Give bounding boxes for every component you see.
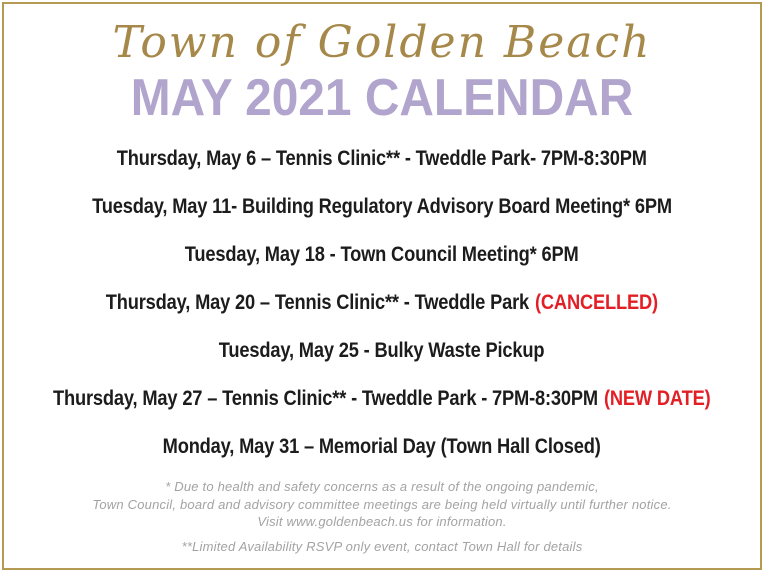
pandemic-footnote-line3: Visit www.goldenbeach.us for information. (257, 514, 507, 529)
event-status-cancelled: (CANCELLED) (535, 289, 659, 314)
event-row-may20 (4, 278, 760, 326)
event-text: Thursday, May 27 – Tennis Clinic** - Tweddle Park - 7PM-8:30PM (53, 385, 599, 410)
event-row-may18 (4, 230, 760, 278)
pandemic-footnote-line2: Town Council, board and advisory committee meetings are being held virtually until further notice. (92, 496, 672, 512)
event-row-may25 (4, 326, 760, 374)
town-script-title: Town of Golden Beach (112, 17, 652, 68)
pandemic-footnote-line1: * Due to health and safety concerns as a result of the ongoing pandemic, (165, 479, 599, 494)
event-row-may11 (4, 182, 760, 230)
event-row-may27 (4, 374, 760, 422)
event-list (4, 134, 760, 470)
event-text: Tuesday, May 11- Building Regulatory Advisory Board Meeting* 6PM (92, 193, 672, 218)
event-row-may31 (4, 422, 760, 470)
event-text: Tuesday, May 25 - Bulky Waste Pickup (219, 337, 545, 362)
event-row-may6 (4, 134, 760, 182)
event-text: Thursday, May 20 – Tennis Clinic** - Tweddle Park (105, 289, 530, 314)
event-text: Monday, May 31 – Memorial Day (Town Hall Closed) (163, 433, 601, 458)
pandemic-footnote (4, 478, 760, 531)
event-status-new-date: (NEW DATE) (604, 385, 711, 410)
event-text: Tuesday, May 18 - Town Council Meeting* 6PM (185, 241, 579, 266)
calendar-poster (2, 2, 762, 570)
event-text: Thursday, May 6 – Tennis Clinic** - Tweddle Park- 7PM-8:30PM (116, 145, 648, 170)
calendar-main-title: MAY 2021 CALENDAR (130, 69, 634, 127)
rsvp-footnote: **Limited Availability RSVP only event, contact Town Hall for details (181, 538, 583, 554)
